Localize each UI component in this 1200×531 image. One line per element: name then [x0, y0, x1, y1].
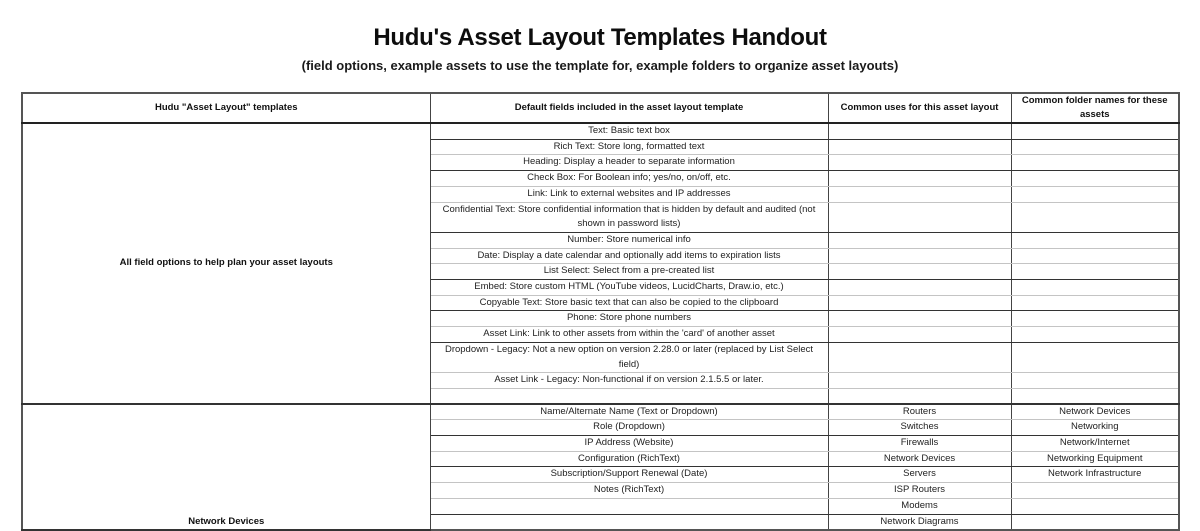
document-subtitle: (field options, example assets to use the template for, example folders to organize asset layouts) — [301, 58, 899, 73]
table-row — [22, 123, 1179, 139]
field-cell: Date: Display a date calendar and optionally add items to expiration lists — [430, 248, 828, 264]
use-cell — [828, 388, 1011, 403]
table-row — [22, 404, 1179, 420]
folder-cell — [1011, 483, 1179, 499]
use-cell: Firewalls — [828, 436, 1011, 452]
folder-cell — [1011, 295, 1179, 311]
field-cell: Configuration (RichText) — [430, 451, 828, 467]
folder-cell — [1011, 311, 1179, 327]
header-folder-names: Common folder names for these assets — [1011, 93, 1179, 123]
use-cell — [828, 232, 1011, 248]
field-cell: Text: Basic text box — [430, 123, 828, 139]
header-default-fields: Default fields included in the asset layout template — [430, 93, 828, 123]
use-cell — [828, 248, 1011, 264]
folder-cell — [1011, 248, 1179, 264]
use-cell — [828, 280, 1011, 296]
folder-cell — [1011, 327, 1179, 343]
field-cell: Check Box: For Boolean info; yes/no, on/off, etc. — [430, 171, 828, 187]
field-cell — [430, 388, 828, 403]
use-cell — [828, 295, 1011, 311]
field-cell: Confidential Text: Store confidential information that is hidden by default and audited (not shown in password lists) — [430, 202, 828, 232]
field-cell: List Select: Select from a pre-created list — [430, 264, 828, 280]
field-cell: Notes (RichText) — [430, 483, 828, 499]
field-cell — [430, 514, 828, 530]
use-cell: Servers — [828, 467, 1011, 483]
field-cell: IP Address (Website) — [430, 436, 828, 452]
folder-cell — [1011, 264, 1179, 280]
use-cell: Network Diagrams — [828, 514, 1011, 530]
field-cell: Phone: Store phone numbers — [430, 311, 828, 327]
folder-cell — [1011, 514, 1179, 530]
folder-cell — [1011, 155, 1179, 171]
folder-cell — [1011, 388, 1179, 403]
folder-cell: Networking — [1011, 420, 1179, 436]
folder-cell — [1011, 202, 1179, 232]
use-cell: Modems — [828, 498, 1011, 514]
folder-cell: Network/Internet — [1011, 436, 1179, 452]
use-cell — [828, 202, 1011, 232]
folder-cell — [1011, 232, 1179, 248]
use-cell: Switches — [828, 420, 1011, 436]
section-network-devices — [22, 404, 1179, 531]
use-cell: Network Devices — [828, 451, 1011, 467]
folder-cell — [1011, 498, 1179, 514]
field-cell: Asset Link - Legacy: Non-functional if on version 2.1.5.5 or later. — [430, 373, 828, 389]
folder-cell — [1011, 171, 1179, 187]
folder-cell — [1011, 373, 1179, 389]
folder-cell: Network Devices — [1011, 404, 1179, 420]
folder-cell — [1011, 139, 1179, 155]
use-cell — [828, 311, 1011, 327]
field-cell: Number: Store numerical info — [430, 232, 828, 248]
section-field-options — [22, 123, 1179, 404]
folder-cell — [1011, 123, 1179, 139]
folder-cell: Networking Equipment — [1011, 451, 1179, 467]
field-cell — [430, 498, 828, 514]
folder-cell — [1011, 280, 1179, 296]
asset-layout-table — [21, 92, 1180, 531]
field-cell: Subscription/Support Renewal (Date) — [430, 467, 828, 483]
field-cell: Link: Link to external websites and IP addresses — [430, 186, 828, 202]
table-header-row — [22, 93, 1179, 123]
use-cell — [828, 186, 1011, 202]
use-cell — [828, 264, 1011, 280]
field-cell: Heading: Display a header to separate information — [430, 155, 828, 171]
field-cell: Asset Link: Link to other assets from within the 'card' of another asset — [430, 327, 828, 343]
folder-cell — [1011, 186, 1179, 202]
field-cell: Embed: Store custom HTML (YouTube videos, LucidCharts, Draw.io, etc.) — [430, 280, 828, 296]
use-cell — [828, 171, 1011, 187]
use-cell — [828, 139, 1011, 155]
field-cell: Copyable Text: Store basic text that can also be copied to the clipboard — [430, 295, 828, 311]
document-title: Hudu's Asset Layout Templates Handout — [373, 24, 827, 51]
header-templates: Hudu "Asset Layout" templates — [22, 93, 430, 123]
field-cell: Rich Text: Store long, formatted text — [430, 139, 828, 155]
use-cell — [828, 123, 1011, 139]
use-cell — [828, 155, 1011, 171]
field-cell: Role (Dropdown) — [430, 420, 828, 436]
header-common-uses: Common uses for this asset layout — [828, 93, 1011, 123]
folder-cell — [1011, 342, 1179, 372]
use-cell: ISP Routers — [828, 483, 1011, 499]
use-cell — [828, 342, 1011, 372]
folder-cell: Network Infrastructure — [1011, 467, 1179, 483]
field-cell: Name/Alternate Name (Text or Dropdown) — [430, 404, 828, 420]
use-cell — [828, 373, 1011, 389]
template-name-cell: Network Devices — [22, 404, 430, 531]
use-cell — [828, 327, 1011, 343]
template-name-cell: All field options to help plan your asset layouts — [22, 123, 430, 404]
field-cell: Dropdown - Legacy: Not a new option on version 2.28.0 or later (replaced by List Select field) — [430, 342, 828, 372]
use-cell: Routers — [828, 404, 1011, 420]
